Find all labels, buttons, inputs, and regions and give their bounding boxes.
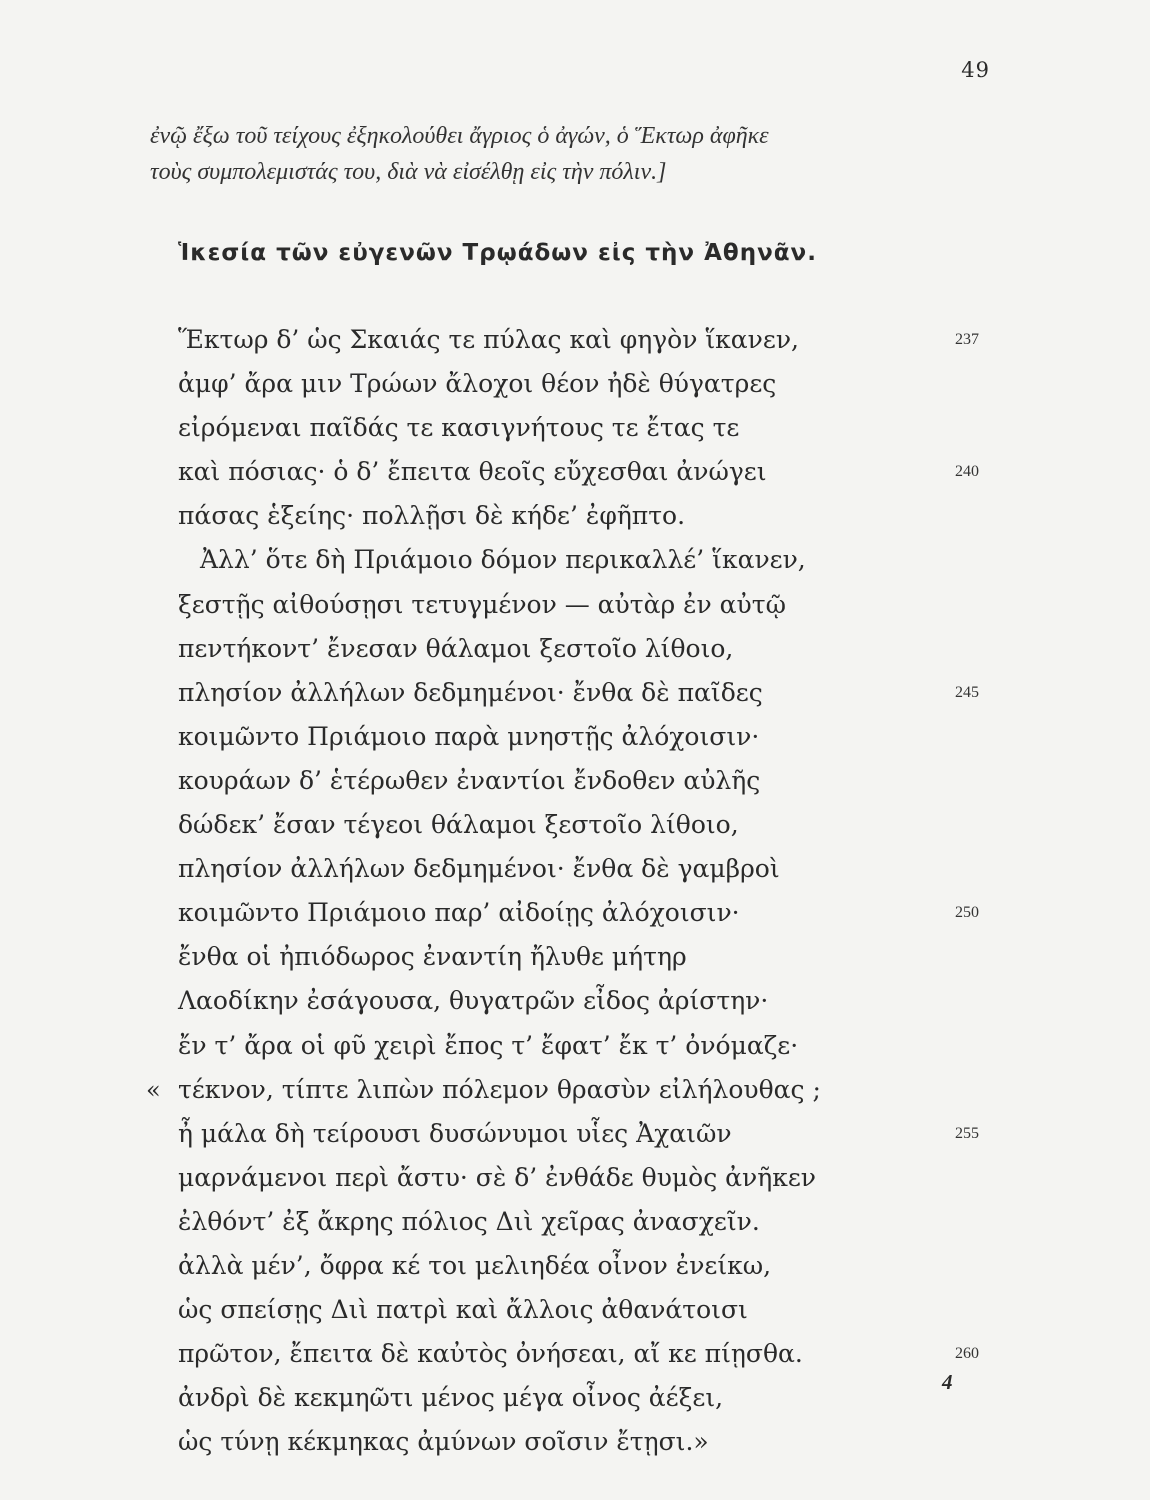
verse-block	[0, 318, 1150, 1464]
verse-line	[0, 1376, 1150, 1420]
signature-mark: 4	[942, 1370, 953, 1394]
page-number: 49	[961, 58, 990, 82]
verse-line	[0, 1024, 1150, 1068]
verse-line	[0, 1332, 1150, 1376]
opening-quote-mark: «	[146, 1075, 161, 1104]
intro-line: ἐνῷ ἔξω τοῦ τείχους ἐξηκολούθει ἄγριος ὁ ἀγών, ὁ Ἕκτωρ ἀφῆκε	[150, 123, 769, 149]
verse-line	[0, 583, 1150, 627]
verse-line	[0, 406, 1150, 450]
verse-line	[0, 1156, 1150, 1200]
verse-line	[0, 671, 1150, 715]
verse-text: ὡς τύνῃ κέκμηκας ἀμύνων σοῖσιν ἔτῃσι.»	[178, 1427, 709, 1457]
verse-text: ἐλθόντ’ ἐξ ἄκρης πόλιος Διὶ χεῖρας ἀνασχεῖν.	[178, 1206, 760, 1236]
verse-text: ἀμφ’ ἄρα μιν Τρώων ἄλοχοι θέον ἠδὲ θύγατρες	[178, 369, 777, 399]
verse-line	[0, 715, 1150, 759]
verse-text: πεντήκοντ’ ἔνεσαν θάλαμοι ξεστοῖο λίθοιο,	[178, 633, 734, 663]
verse-line	[0, 538, 1150, 582]
verse-text: πλησίον ἀλλήλων δεδμημένοι· ἔνθα δὲ παῖδες	[178, 677, 763, 707]
line-number: 260	[955, 1345, 979, 1363]
verse-line	[0, 362, 1150, 406]
verse-text: Ἕκτωρ δ’ ὡς Σκαιάς τε πύλας καὶ φηγὸν ἵκανεν,	[178, 325, 799, 354]
verse-text: ὡς σπείσῃς Διὶ πατρὶ καὶ ἄλλοις ἀθανάτοισι	[178, 1295, 748, 1325]
verse-text: Ἀλλ’ ὅτε δὴ Πριάμοιο δόμον περικαλλέ’ ἵκανεν,	[200, 545, 806, 575]
verse-text: τέκνον, τίπτε λιπὼν πόλεμον θρασὺν εἰλήλουθας ;	[178, 1074, 821, 1104]
verse-line	[0, 891, 1150, 935]
verse-line	[0, 318, 1150, 362]
verse-line	[0, 1244, 1150, 1288]
verse-text: καὶ πόσιας· ὁ δ’ ἔπειτα θεοῖς εὔχεσθαι ἀνώγει	[178, 457, 767, 487]
verse-line	[0, 979, 1150, 1023]
verse-text: κουράων δ’ ἑτέρωθεν ἐναντίοι ἔνδοθεν αὐλῆς	[178, 765, 761, 795]
line-number: 245	[955, 683, 979, 701]
verse-text: πλησίον ἀλλήλων δεδμημένοι· ἔνθα δὲ γαμβροὶ	[178, 854, 780, 884]
verse-line	[0, 847, 1150, 891]
intro-paragraph	[150, 118, 1000, 190]
verse-text: ξεστῇς αἰθούσῃσι τετυγμένον — αὐτὰρ ἐν αὐτῷ	[178, 589, 786, 619]
verse-line	[0, 759, 1150, 803]
verse-text: μαρνάμενοι περὶ ἄστυ· σὲ δ’ ἐνθάδε θυμὸς ἀνῆκεν	[178, 1162, 817, 1192]
verse-line	[0, 1068, 1150, 1112]
verse-text: ἀλλὰ μέν’, ὄφρα κέ τοι μελιηδέα οἶνον ἐνείκω,	[178, 1250, 772, 1280]
verse-line	[0, 1420, 1150, 1464]
verse-line	[0, 627, 1150, 671]
verse-text: πάσας ἑξείης· πολλῇσι δὲ κήδε’ ἐφῆπτο.	[178, 501, 686, 531]
verse-line	[0, 494, 1150, 538]
line-number: 240	[955, 463, 979, 481]
intro-line: τοὺς συμπολεμιστάς του, διὰ νὰ εἰσέλθῃ εἰς τὴν πόλιν.]	[150, 159, 667, 185]
verse-line	[0, 935, 1150, 979]
verse-text: Λαοδίκην ἐσάγουσα, θυγατρῶν εἶδος ἀρίστην·	[178, 986, 769, 1016]
line-number: 250	[955, 904, 979, 922]
verse-line	[0, 450, 1150, 494]
line-number: 237	[955, 331, 979, 348]
verse-line	[0, 803, 1150, 847]
verse-text: ἔν τ’ ἄρα οἱ φῦ χειρὶ ἔπος τ’ ἔφατ’ ἔκ τ’ ὀνόμαζε·	[178, 1030, 799, 1060]
verse-text: ἦ μάλα δὴ τείρουσι δυσώνυμοι υἷες Ἀχαιῶν	[178, 1118, 732, 1148]
line-number: 255	[955, 1124, 979, 1142]
verse-text: ἔνθα οἱ ἠπιόδωρος ἐναντίη ἤλυθε μήτηρ	[178, 942, 687, 972]
verse-text: κοιμῶντο Πριάμοιο παρὰ μνηστῇς ἀλόχοισιν·	[178, 721, 760, 751]
verse-line	[0, 1200, 1150, 1244]
verse-text: εἰρόμεναι παῖδάς τε κασιγνήτους τε ἔτας τε	[178, 413, 740, 443]
verse-text: πρῶτον, ἔπειτα δὲ καὐτὸς ὀνήσεαι, αἴ κε πίῃσθα.	[178, 1339, 803, 1369]
section-heading: Ἱκεσία τῶν εὐγενῶν Τρῳάδων εἰς τὴν Ἀθηνᾶν.	[178, 240, 817, 266]
verse-line	[0, 1112, 1150, 1156]
verse-line	[0, 1288, 1150, 1332]
verse-text: ἀνδρὶ δὲ κεκμηῶτι μένος μέγα οἶνος ἀέξει,	[178, 1383, 724, 1413]
verse-text: κοιμῶντο Πριάμοιο παρ’ αἰδοίῃς ἀλόχοισιν·	[178, 898, 740, 928]
verse-text: δώδεκ’ ἔσαν τέγεοι θάλαμοι ξεστοῖο λίθοιο,	[178, 810, 739, 840]
